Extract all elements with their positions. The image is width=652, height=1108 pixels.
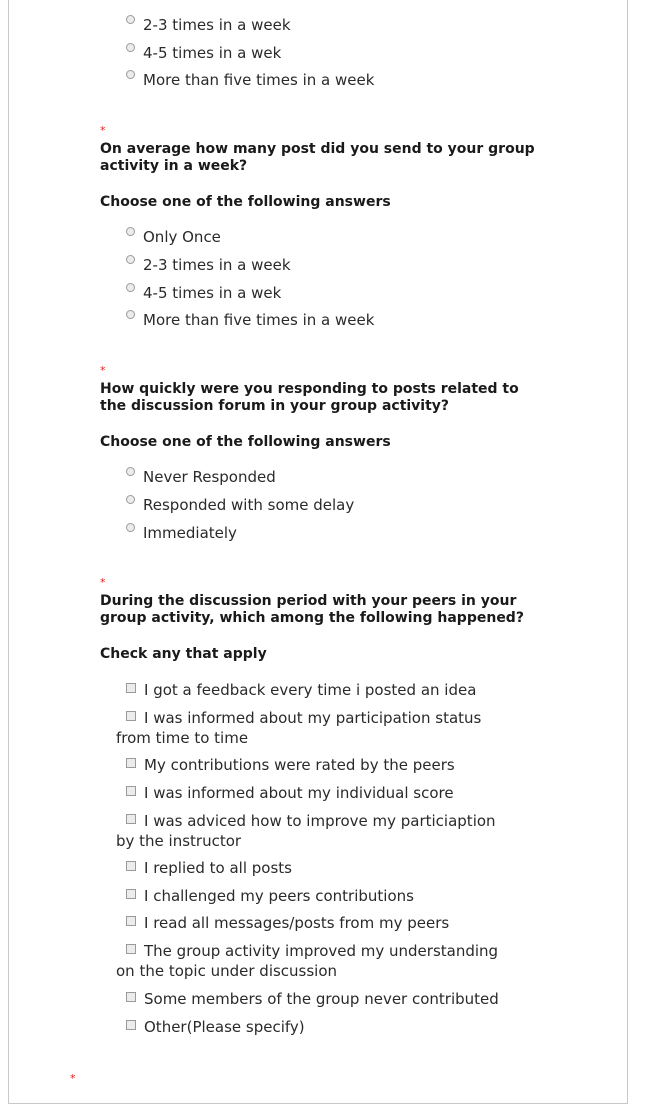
- option-label: 4-5 times in a wek: [143, 44, 282, 62]
- radio-button[interactable]: [126, 255, 135, 264]
- checkbox[interactable]: [126, 916, 136, 926]
- q1-option-2-3[interactable]: [126, 256, 291, 274]
- option-label: Only Once: [143, 228, 221, 246]
- q2-option-never[interactable]: [126, 468, 276, 486]
- checkbox[interactable]: [126, 683, 136, 693]
- radio-button[interactable]: [126, 495, 135, 504]
- checkbox[interactable]: [126, 786, 136, 796]
- radio-button[interactable]: [126, 523, 135, 532]
- radio-button[interactable]: [126, 310, 135, 319]
- radio-button[interactable]: [126, 15, 135, 24]
- option-label: Responded with some delay: [143, 496, 355, 514]
- required-asterisk: *: [70, 1072, 76, 1085]
- option-label: More than five times in a week: [143, 311, 375, 329]
- q3-instruction: Check any that apply: [100, 646, 267, 662]
- radio-button[interactable]: [126, 70, 135, 79]
- q0-option-2-3[interactable]: [126, 16, 291, 34]
- q0-option-4-5[interactable]: [126, 44, 281, 62]
- q2-instruction: Choose one of the following answers: [100, 434, 391, 450]
- q3-option-challenged-peers: I challenged my peers contributions: [144, 887, 414, 905]
- radio-button[interactable]: [126, 283, 135, 292]
- checkbox[interactable]: [126, 889, 136, 899]
- option-label: 4-5 times in a wek: [143, 284, 282, 302]
- option-label: More than five times in a week: [143, 71, 375, 89]
- q0-option-more-than-five[interactable]: [126, 71, 374, 89]
- q1-question-text: On average how many post did you send to your group activity in a week?: [100, 141, 535, 174]
- option-label: Immediately: [143, 524, 237, 542]
- q3-option-never-contributed: Some members of the group never contributed: [144, 990, 499, 1008]
- q3-option-improved-understanding: The group activity improved my understanding on the topic under discussion: [116, 942, 499, 980]
- q3-option-read-all: I read all messages/posts from my peers: [144, 914, 450, 932]
- q3-option-feedback: I got a feedback every time i posted an idea: [144, 681, 477, 699]
- radio-button[interactable]: [126, 43, 135, 52]
- q3-question-text: During the discussion period with your peers in your group activity, which among the following happened?: [100, 593, 524, 626]
- q3-option-adviced-instructor: I was adviced how to improve my particiaption by the instructor: [116, 812, 496, 850]
- required-asterisk: *: [100, 124, 106, 137]
- q3-option-individual-score: I was informed about my individual score: [144, 784, 454, 802]
- q2-question-text: How quickly were you responding to posts related to the discussion forum in your group activity?: [100, 381, 519, 414]
- checkbox[interactable]: [126, 992, 136, 1002]
- checkbox[interactable]: [126, 861, 136, 871]
- q2-option-immediately[interactable]: [126, 524, 237, 542]
- option-label: Never Responded: [143, 468, 276, 486]
- q1-option-only-once[interactable]: [126, 228, 221, 246]
- radio-button[interactable]: [126, 227, 135, 236]
- q1-instruction: Choose one of the following answers: [100, 194, 391, 210]
- q3-option-rated-by-peers: My contributions were rated by the peers: [144, 756, 455, 774]
- option-label: 2-3 times in a week: [143, 256, 291, 274]
- q2-option-some-delay[interactable]: [126, 496, 354, 514]
- radio-button[interactable]: [126, 467, 135, 476]
- option-label: 2-3 times in a week: [143, 16, 291, 34]
- q3-option-participation-status: I was informed about my participation status from time to time: [116, 709, 482, 747]
- checkbox[interactable]: [126, 1020, 136, 1030]
- checkbox[interactable]: [126, 758, 136, 768]
- q3-option-other: Other(Please specify): [144, 1018, 305, 1036]
- required-asterisk: *: [100, 576, 106, 589]
- q1-option-more-than-five[interactable]: [126, 311, 374, 329]
- q3-option-replied-all: I replied to all posts: [144, 859, 292, 877]
- required-asterisk: *: [100, 364, 106, 377]
- q1-option-4-5[interactable]: [126, 284, 281, 302]
